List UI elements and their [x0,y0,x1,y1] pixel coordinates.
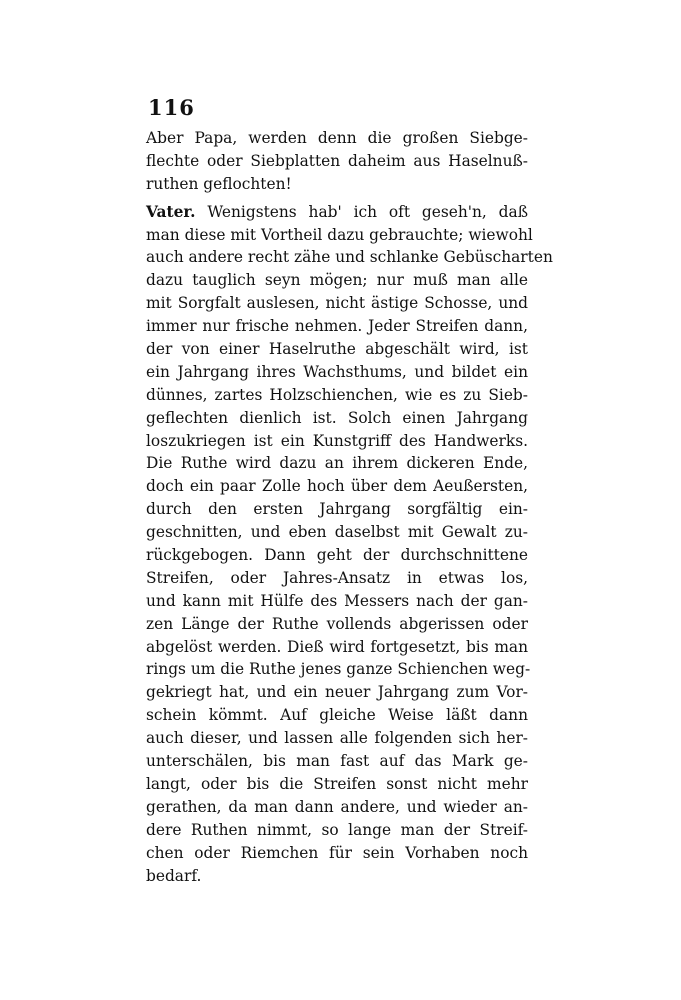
text-line: Aber Papa, werden denn die großen Siebge- [146,129,528,147]
text-line: rings um die Ruthe jenes ganze Schienchen weg- [146,660,531,679]
text-line: durch den ersten Jahrgang sorgfältig ein- [146,500,528,519]
speaker-label: Vater. [146,202,196,221]
text-line: zen Länge der Ruthe vollends abgerissen oder [146,614,528,633]
text-line: geschnitten, und eben daselbst mit Gewalt zu- [146,523,528,542]
text-line: auch andere recht zähe und schlanke Gebüscharten [146,248,553,267]
text-line: gerathen, da man dann andere, und wieder an- [146,797,528,816]
text-line: langt, oder bis die Streifen sonst nicht mehr [146,774,528,793]
text-line: mit Sorgfalt auslesen, nicht ästige Schosse, und [146,294,528,313]
text-line-rest: Wenigstens hab' ich oft geseh'n, daß [195,202,528,221]
text-line: abgelöst werden. Dieß wird fortgesetzt, bis man [146,637,528,656]
text-line: loszukriegen ist ein Kunstgriff des Handwerks. [146,431,528,450]
text-line: chen oder Riemchen für sein Vorhaben noch [146,843,528,862]
text-line: unterschälen, bis man fast auf das Mark ge- [146,752,528,771]
text-line: geflechten dienlich ist. Solch einen Jahrgang [146,408,528,427]
text-line: Streifen, oder Jahres-Ansatz in etwas los, [146,568,528,587]
text-line: dünnes, zartes Holzschienchen, wie es zu Sieb- [146,385,528,404]
text-line: dere Ruthen nimmt, so lange man der Streif- [146,820,528,839]
text-line: ruthen geflochten! [146,174,292,193]
body-text [146,127,553,887]
text-line: der von einer Haselruthe abgeschält wird, ist [146,340,528,359]
text-line: gekriegt hat, und ein neuer Jahrgang zum Vor- [146,683,528,702]
text-line: rückgebogen. Dann geht der durchschnittene [146,546,528,565]
page-number: 116 [148,95,195,120]
text-line: auch dieser, und lassen alle folgenden sich her- [146,729,528,748]
text-line: immer nur frische nehmen. Jeder Streifen dann, [146,317,528,336]
text-line: Die Ruthe wird dazu an ihrem dickeren Ende, [146,454,528,473]
text-line: bedarf. [146,866,202,885]
question-paragraph [146,127,528,196]
text-line: ein Jahrgang ihres Wachsthums, und bildet ein [146,362,528,381]
text-line: und kann mit Hülfe des Messers nach der gan- [146,591,528,610]
text-line: schein kömmt. Auf gleiche Weise läßt dann [146,706,528,725]
text-line: flechte oder Siebplatten daheim aus Haselnuß- [146,151,528,170]
text-line [146,201,528,224]
text-line: doch ein paar Zolle hoch über dem Aeußersten, [146,477,528,496]
answer-paragraph [146,201,553,888]
text-line: dazu tauglich seyn mögen; nur muß man alle [146,271,528,290]
text-line: man diese mit Vortheil dazu gebrauchte; wiewohl [146,225,533,244]
